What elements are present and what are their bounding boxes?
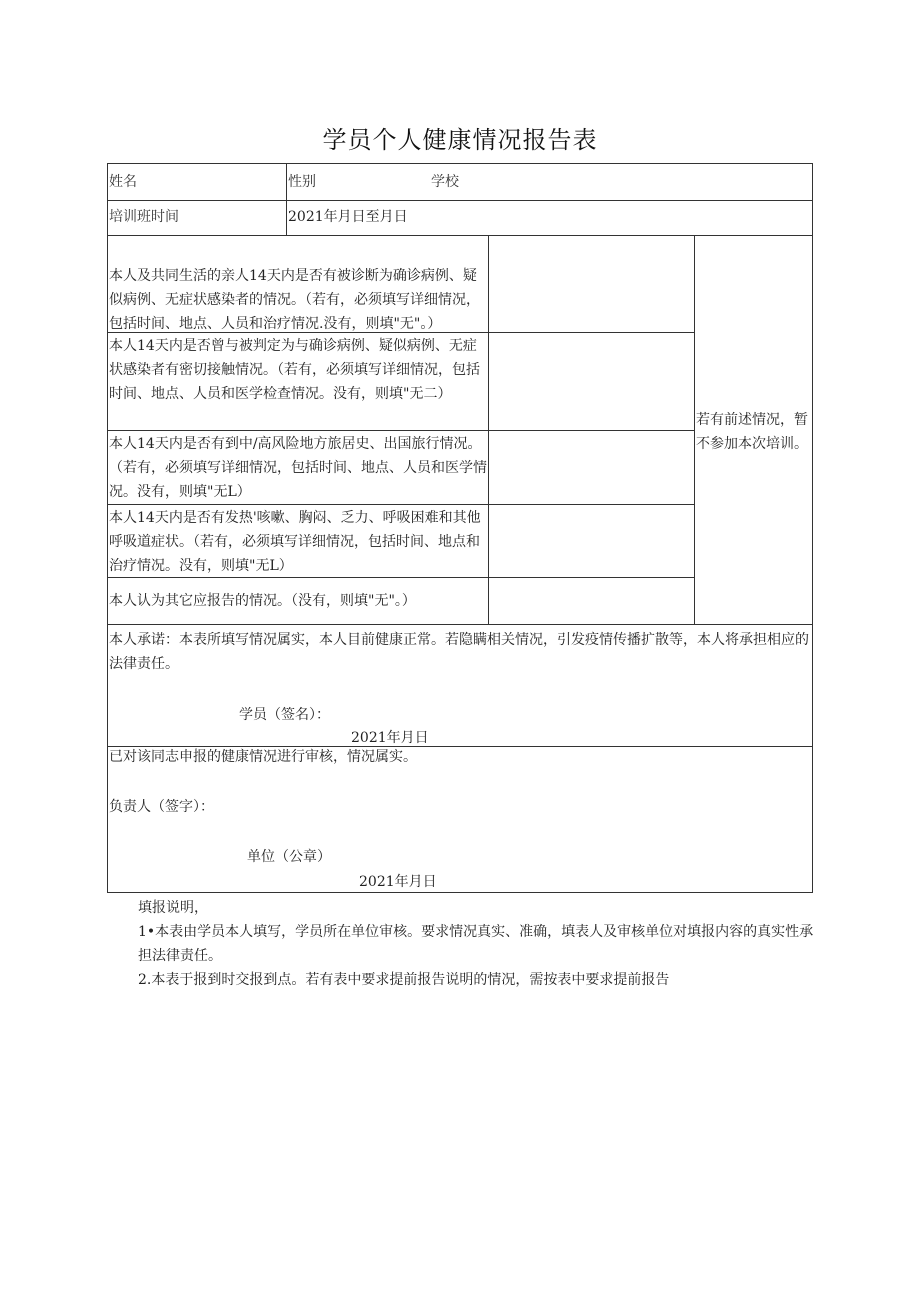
- answer-field[interactable]: [489, 431, 694, 504]
- col-divider: [694, 235, 695, 624]
- training-period-value: 2021年月日至月日: [288, 209, 408, 225]
- answer-field[interactable]: [489, 578, 694, 624]
- question-travel: 本人14天内是否有到中/高风险地方旅居史、出国旅行情况。（若有，必须填写详细情况，包括时间、地点、人员和医学情况。没有，则填"无L）: [109, 436, 487, 500]
- training-period-label: 培训班时间: [109, 209, 179, 225]
- pledge-text: 本人承诺：本表所填写情况属实，本人目前健康正常。若隐瞒相关情况，引发疫情传播扩散等，本人将承担相应的法律责任。: [109, 632, 809, 672]
- gender-label: 性别: [288, 174, 316, 190]
- instruction-item-2: 2.本表于报到时交报到点。若有表中要求提前报告说明的情况，需按表中要求提前报告: [138, 972, 670, 988]
- pledge-date: 2021年月日: [351, 730, 429, 746]
- school-label: 学校: [431, 174, 459, 190]
- filling-instructions: [138, 896, 818, 992]
- answer-field[interactable]: [489, 236, 694, 332]
- student-signature-label: 学员（签名）：: [239, 707, 330, 723]
- row-divider: [108, 624, 813, 625]
- page-title: 学员个人健康情况报告表: [322, 126, 598, 154]
- name-field[interactable]: [109, 164, 286, 200]
- answer-field[interactable]: [489, 505, 694, 577]
- question-other: 本人认为其它应报告的情况。（没有，则填"无"。）: [109, 593, 416, 609]
- row-divider: [108, 235, 813, 236]
- health-report-form: [107, 163, 813, 893]
- side-note: 若有前述情况，暂不参加本次培训。: [696, 412, 808, 452]
- row-divider: [108, 200, 813, 201]
- answer-field[interactable]: [489, 333, 694, 430]
- review-date: 2021年月日: [359, 874, 437, 890]
- instructions-heading: 填报说明，: [138, 900, 208, 916]
- responsible-signature-label: 负责人（签字）：: [109, 799, 214, 815]
- col-divider: [286, 164, 287, 235]
- name-label: 姓名: [109, 174, 137, 190]
- instruction-item-1: 1•本表由学员本人填写，学员所在单位审核。要求情况真实、准确，填表人及审核单位对填报内容的真实性承担法律责任。: [138, 924, 814, 964]
- review-text: 已对该同志申报的健康情况进行审核，情况属实。: [109, 749, 417, 765]
- question-diagnosed: 本人及共同生活的亲人14天内是否有被诊断为确诊病例、疑似病例、无症状感染者的情况。（若有，必须填写详细情况，包括时间、地点、人员和治疗情况.没有，则填"无"。）: [109, 268, 480, 332]
- unit-seal-label: 单位（公章）: [247, 849, 331, 865]
- question-symptoms: 本人14天内是否有发热'咳嗽、胸闷、乏力、呼吸困难和其他呼吸道症状。（若有，必须填写详细情况，包括时间、地点和治疗情况。没有，则填"无L）: [109, 510, 481, 574]
- question-close-contact: 本人14天内是否曾与被判定为与确诊病例、疑似病例、无症状感染者有密切接触情况。（若有，必须填写详细情况，包括时间、地点、人员和医学检查情况。没有，则填"无二）: [109, 338, 480, 402]
